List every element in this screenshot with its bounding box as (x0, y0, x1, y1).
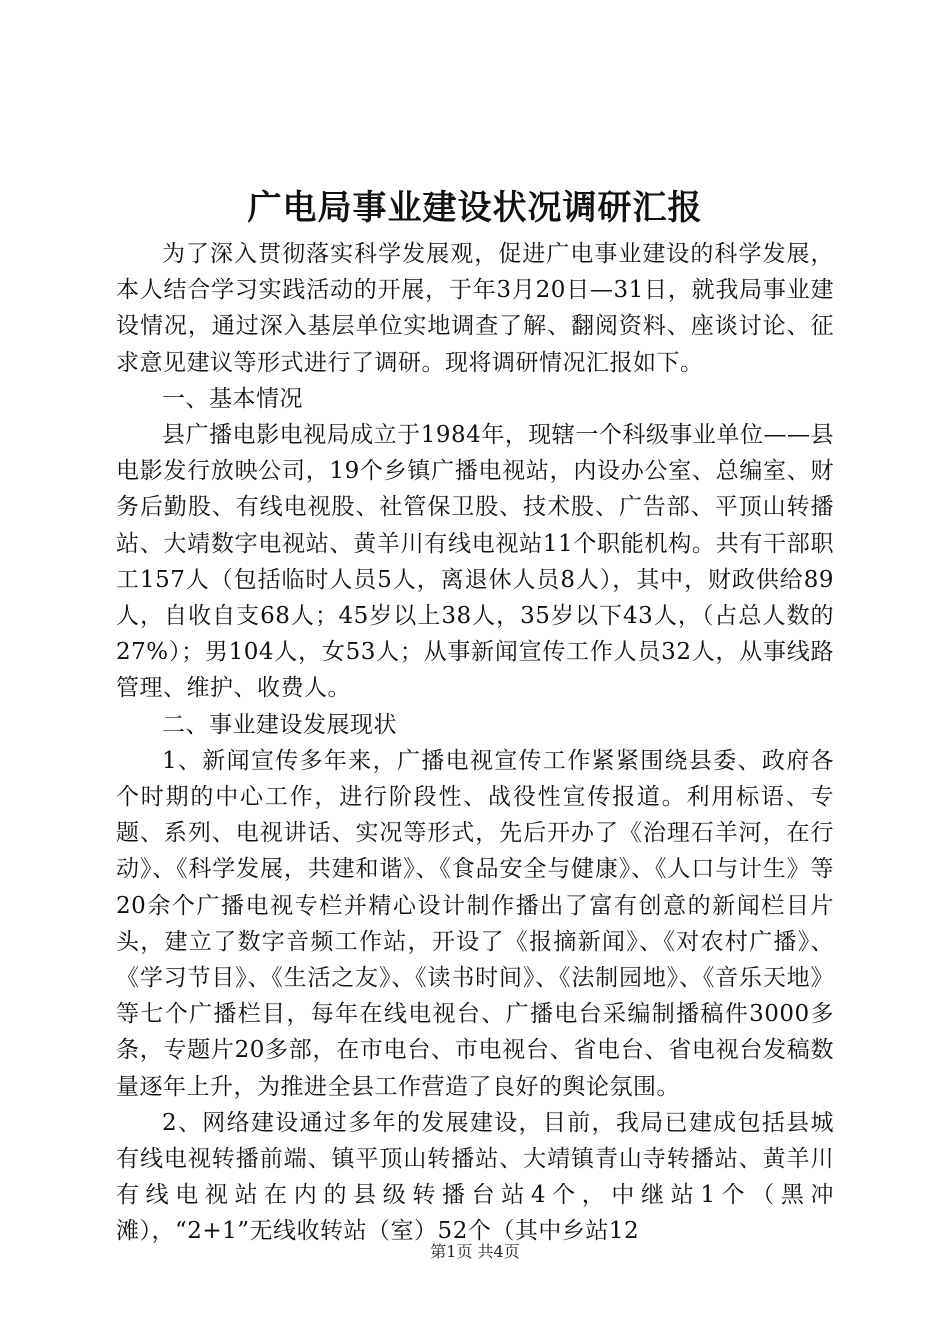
section-heading-status: 二、事业建设发展现状 (162, 711, 397, 738)
paragraph-intro: 为了深入贯彻落实科学发展观，促进广电事业建设的科学发展，本人结合学习实践活动的开展，于年3月20日—31日，就我局事业建设情况，通过深入基层单位实地调查了解、翻阅资料、座谈讨论、征求意见建议等形式进行了调研。现将调研情况汇报如下。 (116, 241, 834, 376)
page-footer: 第1页 共4页 (430, 1242, 520, 1261)
paragraph-basic-info: 县广播电影电视局成立于1984年，现辖一个科级事业单位——县电影发行放映公司，19个乡镇广播电视站，内设办公室、总编室、财务后勤股、有线电视股、社管保卫股、技术股、广告部、平顶山转播站、大靖数字电视站、黄羊川有线电视站11个职能机构。共有干部职工157人（包括临时人员5人，离退休人员8人），其中，财政供给89人，自收自支68人；45岁以上38人，35岁以下43人，（占总人数的27%）；男104人，女53人；从事新闻宣传工作人员32人，从事线路管理、维护、收费人。 (116, 422, 834, 702)
document-title: 广电局事业建设状况调研汇报 (247, 188, 703, 228)
paragraph-network-construction: 2、网络建设通过多年的发展建设，目前，我局已建成包括县城有线电视转播前端、镇平顶山转播站、大靖镇青山寺转播站、黄羊川有线电视站在内的县级转播台站4个，中继站1个（黑冲滩），“2+1”无线收转站（室）52个（其中乡站12 (116, 1109, 834, 1245)
document-body (116, 236, 834, 1250)
section-heading-basic: 一、基本情况 (162, 385, 303, 412)
paragraph-news-propaganda: 1、新闻宣传多年来，广播电视宣传工作紧紧围绕县委、政府各个时期的中心工作，进行阶段性、战役性宣传报道。利用标语、专题、系列、电视讲话、实况等形式，先后开办了《治理石羊河，在行动》、《科学发展，共建和谐》、《食品安全与健康》、《人口与计生》等20余个广播电视专栏并精心设计制作播出了富有创意的新闻栏目片头，建立了数字音频工作站，开设了《报摘新闻》、《对农村广播》、《学习节目》、《生活之友》、《读书时间》、《法制园地》、《音乐天地》等七个广播栏目，每年在线电视台、广播电台采编制播稿件3000多条，专题片20多部，在市电台、市电视台、省电台、省电视台发稿数量逐年上升，为推进全县工作营造了良好的舆论氛围。 (116, 747, 834, 1100)
